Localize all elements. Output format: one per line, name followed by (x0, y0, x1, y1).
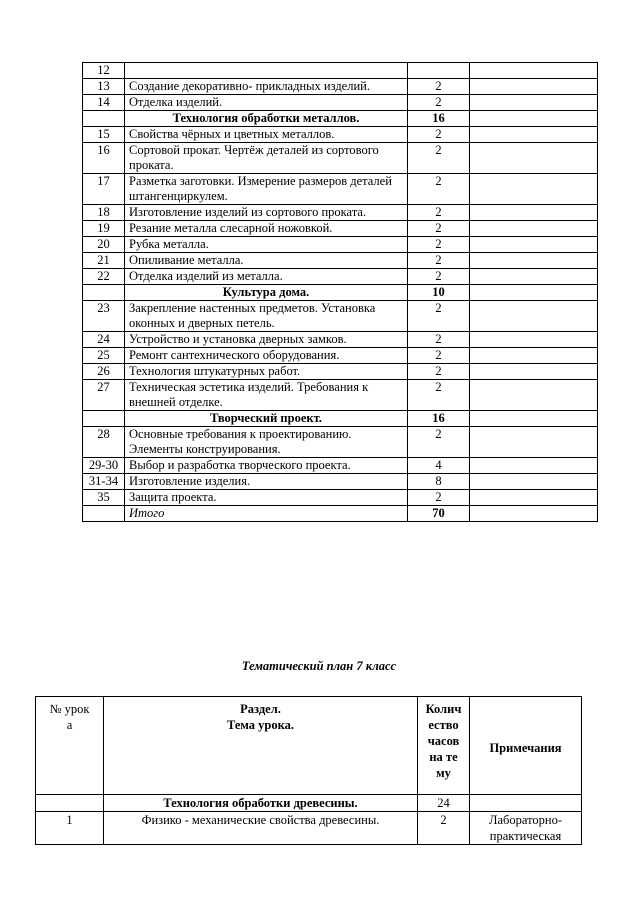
table-row (83, 490, 598, 506)
lesson-number: 23 (83, 301, 125, 332)
table-row (83, 269, 598, 285)
table-header-row (36, 697, 582, 795)
plan-title: Тематический план 7 класс (241, 659, 397, 673)
lesson-hours: 2 (408, 221, 470, 237)
lesson-number: 19 (83, 221, 125, 237)
table-row (83, 237, 598, 253)
lesson-title: Техническая эстетика изделий. Требования к внешней отделке. (125, 380, 408, 411)
table-row (83, 427, 598, 458)
lesson-note (470, 380, 598, 411)
lesson-title: Рубка металла. (125, 237, 408, 253)
lesson-hours: 24 (418, 795, 470, 812)
lesson-title: Резание металла слесарной ножовкой. (125, 221, 408, 237)
lesson-hours: 2 (408, 174, 470, 205)
lesson-title: Итого (125, 506, 408, 522)
table-row (36, 812, 582, 845)
lesson-note (470, 506, 598, 522)
lesson-note (470, 63, 598, 79)
lesson-note (470, 332, 598, 348)
lesson-hours: 2 (408, 205, 470, 221)
lesson-note: Лабораторно-практическая (470, 812, 582, 845)
section-row (83, 285, 598, 301)
lesson-note (470, 269, 598, 285)
lesson-note (470, 221, 598, 237)
lesson-title: Физико - механические свойства древесины. (104, 812, 418, 845)
section-header: Раздел. (240, 702, 281, 716)
lesson-hours: 2 (408, 269, 470, 285)
hours-header: Количество часов на тему (425, 702, 462, 780)
notes-header: Примечания (489, 740, 562, 755)
lesson-number-header: № урока (49, 702, 90, 732)
lesson-hours: 10 (408, 285, 470, 301)
lesson-number (83, 411, 125, 427)
table-row (83, 127, 598, 143)
lesson-plan-table (82, 62, 598, 522)
lesson-number: 1 (36, 812, 104, 845)
lesson-hours: 2 (408, 301, 470, 332)
lesson-title: Технология обработки древесины. (104, 795, 418, 812)
lesson-title: Выбор и разработка творческого проекта. (125, 458, 408, 474)
table-row (83, 301, 598, 332)
lesson-hours: 16 (408, 111, 470, 127)
lesson-note (470, 427, 598, 458)
lesson-number: 35 (83, 490, 125, 506)
table-row (83, 253, 598, 269)
lesson-number: 24 (83, 332, 125, 348)
lesson-number: 31-34 (83, 474, 125, 490)
lesson-note (470, 458, 598, 474)
lesson-number: 13 (83, 79, 125, 95)
lesson-note (470, 127, 598, 143)
lesson-title: Творческий проект. (125, 411, 408, 427)
lesson-hours: 2 (408, 348, 470, 364)
lesson-note (470, 348, 598, 364)
total-row (83, 506, 598, 522)
table-row (83, 348, 598, 364)
lesson-number: 21 (83, 253, 125, 269)
table-row (83, 380, 598, 411)
table-row (83, 221, 598, 237)
lesson-hours: 2 (408, 490, 470, 506)
lesson-note (470, 237, 598, 253)
lesson-title: Технология штукатурных работ. (125, 364, 408, 380)
lesson-note (470, 490, 598, 506)
lesson-hours: 2 (408, 127, 470, 143)
lesson-number: 29-30 (83, 458, 125, 474)
lesson-note (470, 253, 598, 269)
lesson-title: Защита проекта. (125, 490, 408, 506)
table-row (83, 364, 598, 380)
lesson-number: 16 (83, 143, 125, 174)
lesson-title: Ремонт сантехнического оборудования. (125, 348, 408, 364)
table-row (83, 458, 598, 474)
lesson-number (83, 111, 125, 127)
lesson-note (470, 364, 598, 380)
lesson-hours: 2 (408, 79, 470, 95)
lesson-number: 14 (83, 95, 125, 111)
lesson-number: 20 (83, 237, 125, 253)
lesson-note (470, 95, 598, 111)
lesson-hours: 2 (408, 237, 470, 253)
lesson-note (470, 795, 582, 812)
lesson-title: Изготовление изделия. (125, 474, 408, 490)
lesson-number: 22 (83, 269, 125, 285)
lesson-title: Создание декоративно- прикладных изделий. (125, 79, 408, 95)
section-row (36, 795, 582, 812)
lesson-hours: 70 (408, 506, 470, 522)
table-row (83, 95, 598, 111)
lesson-title: Технология обработки металлов. (125, 111, 408, 127)
lesson-hours: 8 (408, 474, 470, 490)
lesson-hours: 16 (408, 411, 470, 427)
lesson-title: Разметка заготовки. Измерение размеров деталей штангенциркулем. (125, 174, 408, 205)
table-row (83, 474, 598, 490)
lesson-title: Отделка изделий. (125, 95, 408, 111)
section-row (83, 411, 598, 427)
lesson-number: 27 (83, 380, 125, 411)
lesson-title: Опиливание металла. (125, 253, 408, 269)
section-row (83, 111, 598, 127)
lesson-hours: 2 (408, 332, 470, 348)
thematic-plan-table (35, 696, 582, 845)
lesson-title: Устройство и установка дверных замков. (125, 332, 408, 348)
table-row (83, 205, 598, 221)
lesson-number (83, 506, 125, 522)
table-row (83, 174, 598, 205)
lesson-note (470, 205, 598, 221)
lesson-hours: 2 (408, 253, 470, 269)
lesson-note (470, 143, 598, 174)
lesson-hours: 2 (408, 427, 470, 458)
table-row (83, 332, 598, 348)
topic-header: Тема урока. (226, 718, 295, 732)
lesson-number: 17 (83, 174, 125, 205)
lesson-note (470, 411, 598, 427)
lesson-note (470, 174, 598, 205)
lesson-title: Изготовление изделий из сортового проката. (125, 205, 408, 221)
lesson-hours: 2 (408, 95, 470, 111)
lesson-number (83, 285, 125, 301)
lesson-title: Закрепление настенных предметов. Установка оконных и дверных петель. (125, 301, 408, 332)
lesson-number: 15 (83, 127, 125, 143)
lesson-note (470, 474, 598, 490)
lesson-title: Культура дома. (125, 285, 408, 301)
lesson-hours: 2 (408, 143, 470, 174)
lesson-number: 26 (83, 364, 125, 380)
lesson-number: 12 (83, 63, 125, 79)
lesson-hours: 2 (408, 380, 470, 411)
lesson-note (470, 285, 598, 301)
lesson-note (470, 301, 598, 332)
lesson-number (36, 795, 104, 812)
lesson-hours (408, 63, 470, 79)
lesson-number: 25 (83, 348, 125, 364)
lesson-title (125, 63, 408, 79)
lesson-title: Отделка изделий из металла. (125, 269, 408, 285)
table-row (83, 143, 598, 174)
table-row (83, 63, 598, 79)
lesson-hours: 2 (418, 812, 470, 845)
lesson-note (470, 111, 598, 127)
lesson-hours: 2 (408, 364, 470, 380)
lesson-title: Сортовой прокат. Чертёж деталей из сортового проката. (125, 143, 408, 174)
lesson-title: Основные требования к проектированию. Элементы конструирования. (125, 427, 408, 458)
lesson-title: Свойства чёрных и цветных металлов. (125, 127, 408, 143)
lesson-number: 28 (83, 427, 125, 458)
lesson-note (470, 79, 598, 95)
table-row (83, 79, 598, 95)
lesson-number: 18 (83, 205, 125, 221)
lesson-hours: 4 (408, 458, 470, 474)
